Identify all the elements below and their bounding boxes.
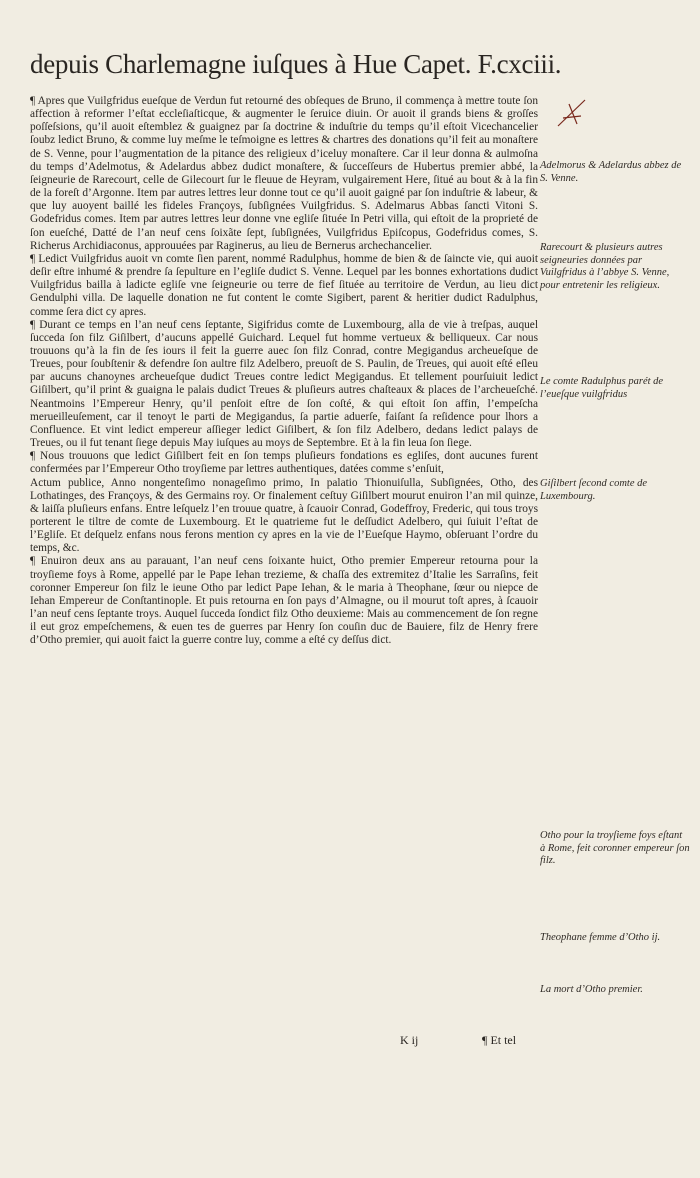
paragraph-radulphus: ¶ Ledict Vuilgfridus auoit vn comte ſien parent, nommé Radulphus, homme de bien & de ſaincte vie, qui auoit deſir eſtre inhumé & prendre ſa ſepulture en l’egliſe dudict S. Venne. Lequel par les bonnes exhortations dudict Vuilgfridus bailla à ladicte egliſe vne ſeigneurie ou terre de fief ſituée au territoire de Verdun, au lieu dict Gendulphi villa. De laquelle donation ne fut content le comte Sigibert, parent & heritier dudict Radulphus, comme ſera dict cy apres.	[30, 252, 538, 318]
margin-note-otho-rome: Otho pour la troyſieme foys eſtant à Rome, feit coronner empereur ſon filz.	[540, 830, 690, 866]
paragraph-actum-publice: Actum publice, Anno nongenteſimo nonageſimo primo, In palatio Thionuiſulla, Subſignées, Otho, des Lothatinges, des Françoys, & des Germains roy. Or finalement ceſtuy Giſilbert mourut enuiron l’an mil quinze, & laiſſa pluſieurs enfans. Entre leſquelz l’en trouue quatre, à ſcauoir Conrad, Godeffroy, Frederic, qui tous troys porterent le tiltre de comte de Luxembourg. Et le quatrieme fut le deſſudict Adelbero, qui ſuiuit l’eſtat de l’Egliſe. Et deſquelz enfans nous ferons mention cy apres en la vie de l’Eueſque Haymo, obſeruant l’ordre du temps, &c.	[30, 476, 538, 555]
margin-note-rarecourt: Rarecourt & plusieurs autres seigneuries données par Vuilgfridus à l’abbye S. Venne, pour entretenir les religieux.	[540, 242, 670, 291]
paragraph-foundations: ¶ Nous trouuons que ledict Giſilbert feit en ſon temps pluſieurs fondations es egliſes, dont aucunes furent confermées par l’Empereur Otho troyſieme par lettres authentiques, datées comme s’enſuit,	[30, 450, 538, 476]
margin-note-abbots: Adelmorus & Adelardus abbez de S. Venne.	[540, 160, 682, 184]
main-text-block	[30, 95, 538, 648]
margin-note-gisilbert: Giſilbert ſecond comte de Luxembourg.	[540, 478, 648, 502]
paragraph-gisilbert-war: ¶ Durant ce temps en l’an neuf cens ſeptante, Sigifridus comte de Luxembourg, alla de vie à treſpas, auquel ſucceda ſon filz Giſilbert, d’aucuns appellé Guichard. Lequel fut homme vertueux & belliqueux. Car nous trouuons qu’à la fin de ſes iours il feit la guerre auec ſon filz Conrad, contre Megigandus archeueſque de Treues, pour ſoubſtenir & defendre ſon aultre filz Adelbero, preuoſt de S. Paulin, de Treues, qui auoit eſté eſleu par aucuns chanoynes archeueſque dudict Treues contre ledict Megigandus. Et tellement pourſuiuit ledict Giſilbert, qu’il print & guaigna le palais dudict Treues & pluſieurs autres chaſteaux & places de l’archeueſché. Neantmoins l’Empereur Henry, qu’il penſoit eſtre de ſon coſté, & qui eſtoit ſon affin, l’empeſcha merueilleuſement, car il tenoyt le parti de Megigandus, ſa partie aduerſe, faiſant ſa reſidence pour lhors a Confluence. Et vint ledict empereur aſſieger ledict Giſilbert, & ſon filz Adelbero, dedans ledict palays de Treues, ou il fut tenant ſiege depuis May iuſques au moys de Septembre. Et à la fin leua ſon ſiege.	[30, 318, 538, 450]
page-footer	[400, 1032, 600, 1048]
signature-mark: K ij	[400, 1033, 419, 1047]
catchword: ¶ Et tel	[482, 1033, 517, 1047]
paragraph-otho-rome: ¶ Enuiron deux ans au parauant, l’an neuf cens ſoixante huict, Otho premier Empereur retourna pour la troyſieme foys à Rome, appellé par le Pape Iehan trezieme, & chaſſa des extremitez d’Italie les Sarraſins, feit coronner Empereur ſon filz le ieune Otho par ledict Pape Iehan, & le maria à Theophane, ſœur ou niepce de Iehan Empereur de Conſtantinople. Et puis retourna en ſon pays d’Almagne, ou il mourut toſt apres, à ſcauoir l’an neuf cens ſeptante troys. Auquel ſucceda ſondict filz Otho deuxieme: Mais au commencement de ſon regne il eut groz empeſchemens, & euen tes de guerres par Henry ſon couſin duc de Bauiere, filz de Henry frere d’Otho premier, qui auoit faict la guerre contre luy, comme a eſté cy deſſus dict.	[30, 555, 538, 647]
running-title: depuis Charlemagne iuſques à Hue Capet. F.cxciii.	[30, 49, 562, 79]
margin-note-radulphus: Le comte Radulphus parét de l’eueſque vuilgfridus	[540, 376, 664, 400]
margin-note-otho-death: La mort d’Otho premier.	[540, 984, 643, 995]
margin-note-theophane: Theophane femme d’Otho ij.	[540, 932, 661, 943]
paragraph-vuilgfridus-reform: ¶ Apres que Vuilgfridus eueſque de Verdun fut retourné des obſeques de Bruno, il commença à mettre toute ſon affection à reformer l’eſtat eccleſiaſticque, & augmenter le ſeruice diuin. Or auoit il grands biens & groſſes poſſeſsions, qu’il auoit eſtemblez & guaignez par ſa doctrine & induſtrie du temps qu’il eſtoit Vicechancelier ſoubz ledict Bruno, & comme luy meſme le teſmoigne es lettres & chartres des donations qu’il feit au monaſtere de S. Venne, pour l’augmentation de la pitance des religieux d’iceluy monaſtere. Car il leur donna & aulmoſna du temps d’Adelmotus, & Adelardus abbez dudict monaſtere, & ſucceſſeurs de Hubertus premier abbé, la ſeigneurie de Rarecourt, celle de Gilecourt ſur le fleuue de Heyram, vulgairement Here, ſitué au bout & à la fin de la foreſt d’Argonne. Item par autres lettres leur donne tout ce qu’il auoit gaigné par ſon induſtrie & labeur, & que luy auoyent baillé les fideles Françoys, ſubſignées Vuilgfridus. S. Adelmarus Abbas ſancti Vitoni S. Godefridus comes. Item par autres lettres leur donne vne egliſe ſituée In Petri villa, qui eſtoit de la proprieté de ſon eueſché, Datté de l’an neuf cens ſoixãte ſept, ſubſignées, Vuilgfridus Epiſcopus, Godefridus comes, S. Richerus Archidiaconus, approuuées par Raginerus, au lieu de Bernerus archechancelier.	[30, 95, 538, 252]
marginal-ink-mark	[555, 96, 589, 130]
